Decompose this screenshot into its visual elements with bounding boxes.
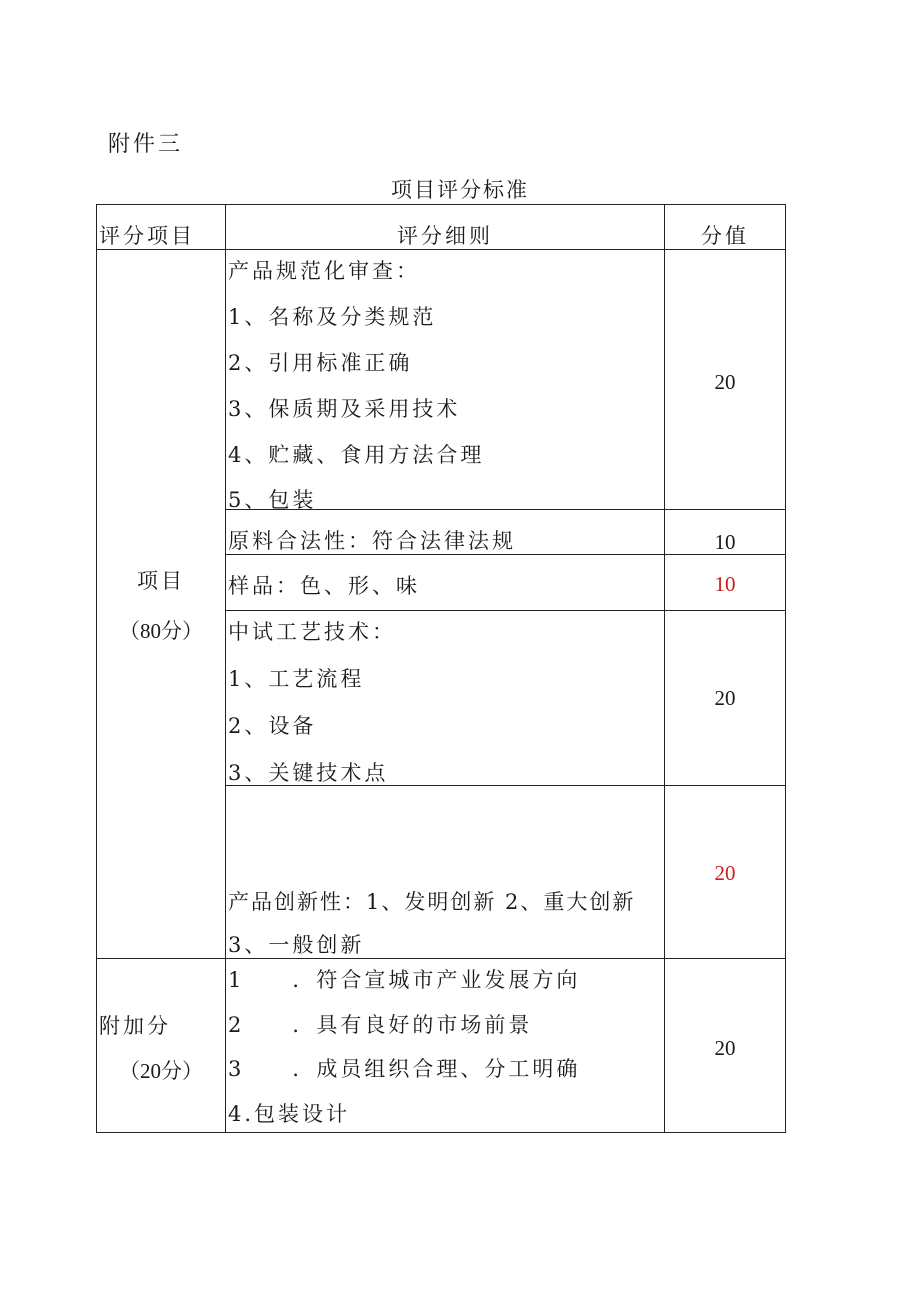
- header-score: 分值: [701, 224, 749, 248]
- score-cell: [664, 785, 786, 959]
- rule-cell: [225, 958, 665, 1133]
- rule-line: 4、贮藏、食用方法合理: [228, 443, 485, 467]
- rule-line: 2 ．具有良好的市场前景: [228, 1013, 533, 1037]
- rule-line: 1、工艺流程: [228, 667, 365, 691]
- rule-cell: [225, 610, 665, 786]
- score-cell: [664, 610, 786, 786]
- rule-line: 4.包装设计: [228, 1102, 351, 1126]
- score-cell: [664, 958, 786, 1133]
- rule-line: 产品创新性：1、发明创新 2、重大创新: [228, 890, 636, 914]
- page-title: 项目评分标准: [391, 178, 529, 202]
- score-value: 20: [714, 686, 736, 710]
- group-name: 项目: [137, 569, 185, 593]
- rule-line: 1、名称及分类规范: [228, 305, 437, 329]
- score-value: 10: [714, 530, 736, 554]
- score-value-highlighted: 20: [714, 861, 736, 885]
- rule-line: 3、关键技术点: [228, 761, 389, 785]
- group-cell-project: [96, 249, 226, 959]
- score-cell: [664, 249, 786, 510]
- rule-line: 2、引用标准正确: [228, 351, 413, 375]
- score-value: 20: [714, 1036, 736, 1060]
- rule-line: 原料合法性：符合法律法规: [228, 529, 516, 553]
- group-points: （80分）: [119, 619, 203, 643]
- header-rules-cell: [225, 204, 665, 250]
- rule-cell: [225, 785, 665, 959]
- rule-cell: [225, 509, 665, 555]
- rule-line: 3、一般创新: [228, 933, 365, 957]
- score-cell: [664, 509, 786, 555]
- header-score-cell: [664, 204, 786, 250]
- rule-line: 2、设备: [228, 714, 317, 738]
- rule-cell: [225, 249, 665, 510]
- rule-line: 样品：色、形、味: [228, 574, 420, 598]
- header-item: 评分项目: [99, 224, 195, 248]
- attachment-label: 附件三: [108, 132, 184, 157]
- rule-line: 3 ．成员组织合理、分工明确: [228, 1057, 581, 1081]
- header-item-cell: [96, 204, 226, 250]
- group-points: （20分）: [119, 1059, 203, 1083]
- rule-line: 产品规范化审查：: [228, 259, 420, 283]
- score-cell: [664, 554, 786, 611]
- rule-line: 1 ．符合宣城市产业发展方向: [228, 968, 581, 992]
- header-rules: 评分细则: [397, 224, 493, 248]
- rule-line: 5、包装: [228, 488, 317, 512]
- group-name: 附加分: [99, 1014, 171, 1038]
- rule-cell: [225, 554, 665, 611]
- score-value: 20: [714, 370, 736, 394]
- rule-line: 3、保质期及采用技术: [228, 397, 461, 421]
- group-cell-bonus: [96, 958, 226, 1133]
- rule-line: 中试工艺技术：: [228, 620, 396, 644]
- score-value-highlighted: 10: [714, 572, 736, 596]
